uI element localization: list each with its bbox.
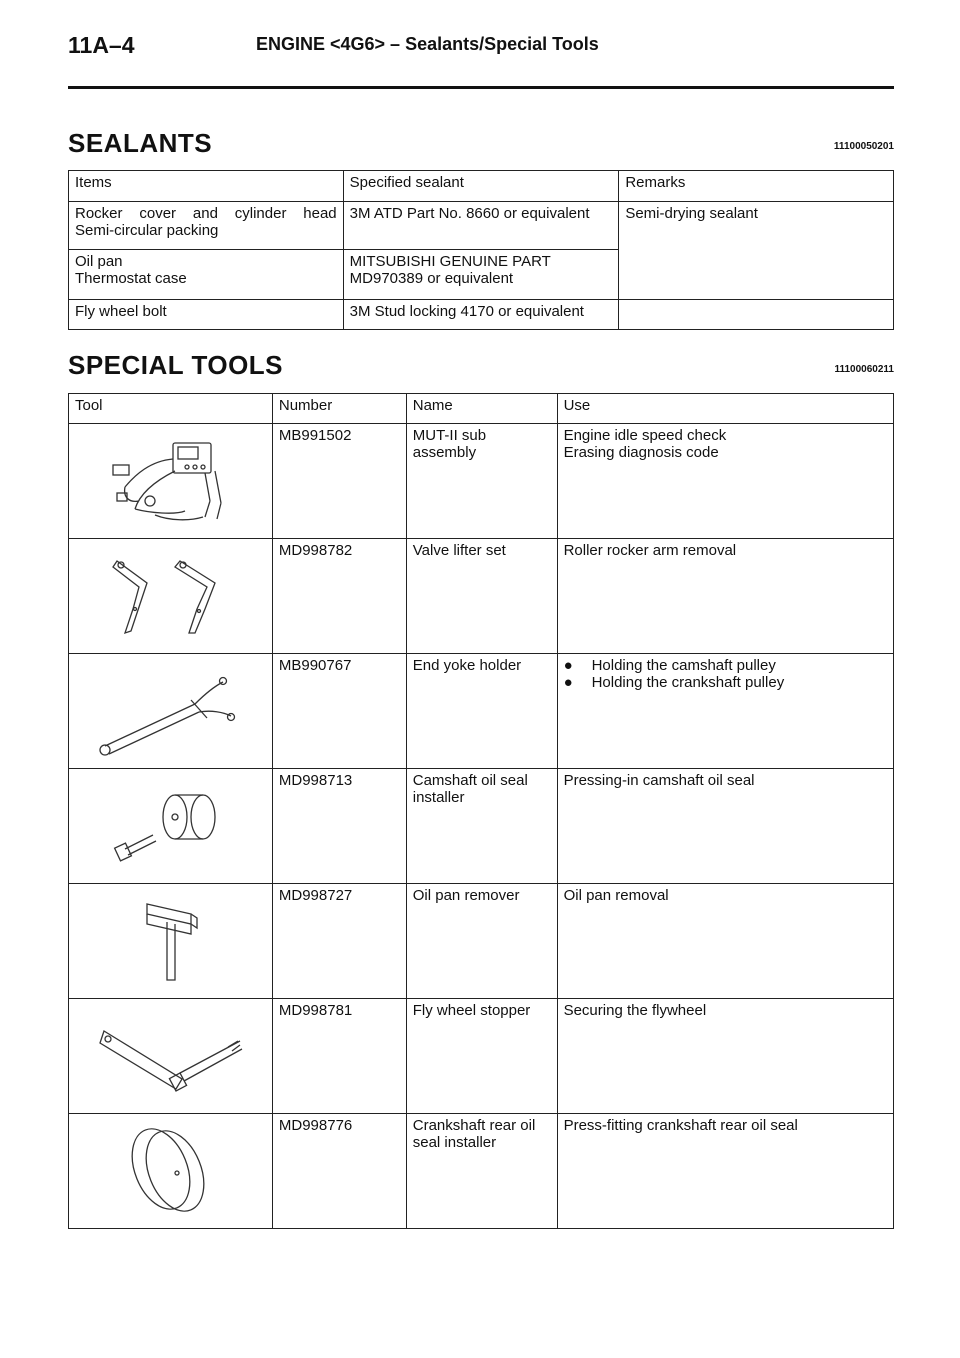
tool-number: MD998782 [272,539,406,654]
use-bullet-item [564,657,887,674]
use-line: Engine idle speed check [563,427,727,444]
seal-installer-icon [95,779,245,874]
column-header: Use [557,394,893,424]
page-number: 11A–4 [68,32,135,58]
table-row [69,300,894,330]
column-header: Tool [69,394,273,424]
column-header: Items [69,171,344,202]
sealant-cell [343,202,619,250]
tool-image-cell [69,539,273,654]
flywheel-stopper-icon [90,1009,250,1104]
item-cell [69,250,344,300]
tool-name: End yoke holder [406,654,557,769]
sealants-title: SEALANTS [68,128,213,158]
table-header-row [69,394,894,424]
oil-pan-remover-icon [95,894,245,989]
tool-image-cell [69,999,273,1114]
tool-image-cell [69,1114,273,1229]
tool-image-cell [69,654,273,769]
tool-number: MD998781 [272,999,406,1114]
use-line: Holding the crankshaft pulley [591,674,785,691]
tool-use: Oil pan removal [557,884,893,999]
tool-use: Pressing-in camshaft oil seal [557,769,893,884]
tool-name: Crankshaft rear oil seal installer [406,1114,557,1229]
use-line: Holding the camshaft pulley [591,657,776,674]
remarks-cell: Semi-drying sealant [619,202,894,300]
special-tools-table [68,393,894,1229]
table-row [69,424,894,539]
page-header [68,30,894,88]
tool-use: Securing the flywheel [557,999,893,1114]
tool-name: Valve lifter set [406,539,557,654]
tool-name: Camshaft oil seal installer [406,769,557,884]
tool-image-cell [69,884,273,999]
item-line: Rocker cover and cylinder head [75,205,337,222]
remarks-cell [619,300,894,330]
end-yoke-holder-icon [95,664,245,759]
tool-use: Roller rocker arm removal [557,539,893,654]
table-row [69,999,894,1114]
tool-use: Press-fitting crankshaft rear oil seal [557,1114,893,1229]
tool-use [557,424,893,539]
sealant-cell: 3M Stud locking 4170 or equivalent [343,300,619,330]
sealants-code: 11100050201 [833,141,894,152]
column-header: Number [272,394,406,424]
header-rule [68,86,894,89]
tool-image-cell [69,424,273,539]
bullet-mark: ● [563,674,573,691]
special-tools-code: 11100060211 [834,364,894,375]
sealant-line: MITSUBISHI GENUINE PART [349,253,551,270]
rear-oil-seal-installer-icon [95,1121,245,1221]
tool-number: MD998713 [272,769,406,884]
table-row [69,202,894,250]
column-header: Remarks [619,171,894,202]
special-tools-title: SPECIAL TOOLS [68,350,284,380]
tool-number: MB991502 [272,424,406,539]
table-row [69,769,894,884]
item-line: Thermostat case [75,270,187,287]
table-row [69,539,894,654]
tool-image-cell [69,769,273,884]
tool-number: MB990767 [272,654,406,769]
tool-name: MUT-II sub assembly [406,424,557,539]
tool-use [557,654,893,769]
mut-ii-tester-icon [95,431,245,531]
table-row [69,1114,894,1229]
tool-number: MD998776 [272,1114,406,1229]
column-header: Specified sealant [343,171,619,202]
item-line: Oil pan [75,253,123,270]
sealant-cell [343,250,619,300]
table-row [69,884,894,999]
valve-lifter-icon [95,549,245,644]
tool-number: MD998727 [272,884,406,999]
item-line: Semi-circular packing [75,222,219,239]
table-row [69,654,894,769]
page-title: ENGINE <4G6> – Sealants/Special Tools [256,34,599,54]
sealant-line: MD970389 or equivalent [349,270,514,287]
item-cell: Fly wheel bolt [69,300,344,330]
use-line: Erasing diagnosis code [563,444,719,461]
bullet-mark: ● [563,657,573,674]
use-bullet-item [564,674,887,691]
item-cell [69,202,344,250]
tool-name: Oil pan remover [406,884,557,999]
sealant-line: 3M ATD Part No. 8660 or equivalent [349,205,590,222]
sealants-table [68,170,894,330]
table-header-row [69,171,894,202]
column-header: Name [406,394,557,424]
tool-name: Fly wheel stopper [406,999,557,1114]
